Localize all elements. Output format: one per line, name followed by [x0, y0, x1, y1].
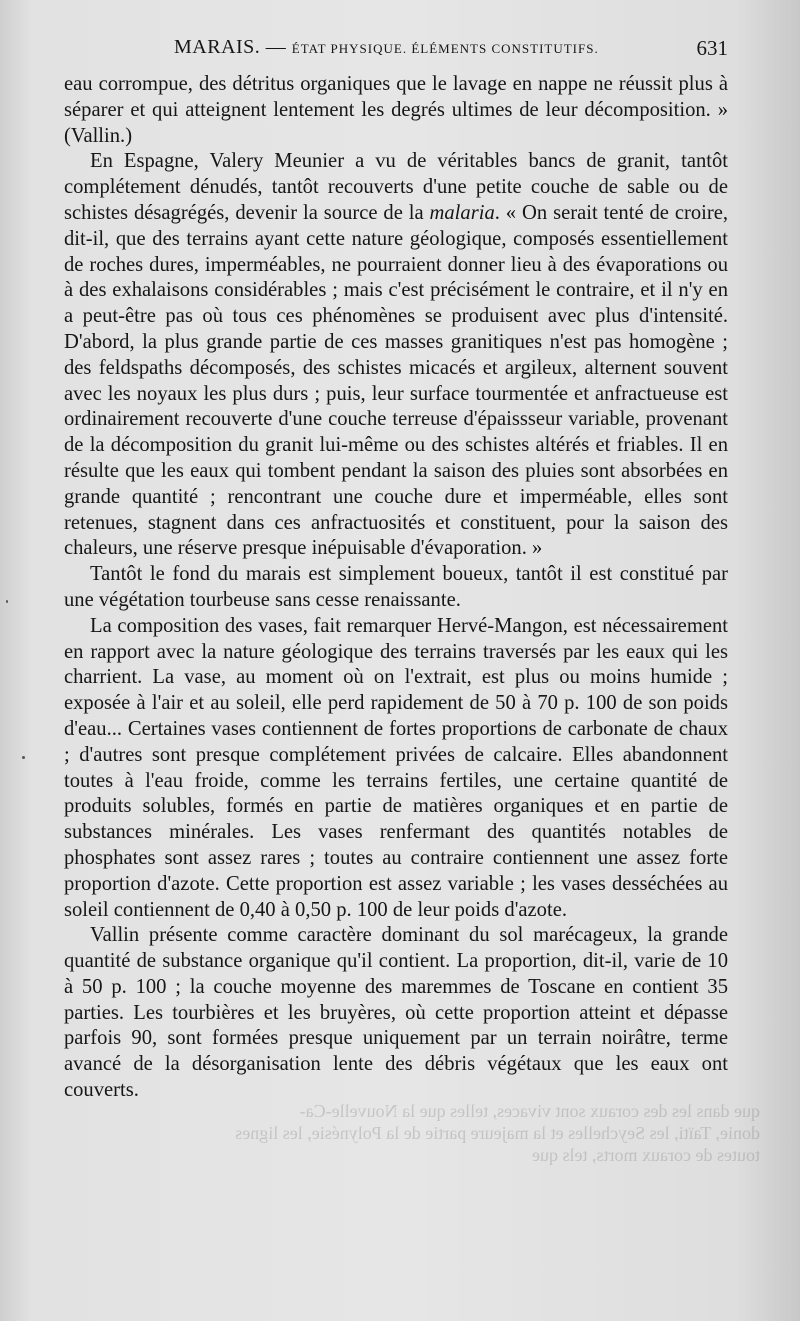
paragraph-2-rest: . « On serait tenté de croire, dit-il, que des terrains ayant cette nature géologique, composés essentiellement de roches dures, imperméables, ne pourraient donner lieu à des évaporations ou à des exhalaisons considérables ; mais c'est précisément le contraire, et il n'y en a peut-être pas où tous ces phénomènes se produisent avec plus d'intensité. D'abord, la plus grande partie de ces masses granitiques n'est pas homogène ; des feldspaths décomposés, des schistes micacés et argileux, alternent souvent avec les noyaux les plus durs ; puis, leur surface tourmentée et anfractueuse est ordinairement recouverte d'une couche terreuse d'épaissseur variable, provenant de la décomposition du granit lui-même ou des schistes altérés et friables. Il en résulte que les eaux qui tombent pendant la saison des pluies sont absorbées en grande quantité ; rencontrant une couche dure et imperméable, elles sont retenues, stagnent dans ces anfractuosités et constituent, pour la saison des chaleurs, une réserve presque inépuisable d'évaporation. »	[64, 201, 728, 560]
header-subtitle: ÉTAT PHYSIQUE. ÉLÉMENTS CONSTITUTIFS.	[291, 41, 599, 56]
show-through-text	[40, 1100, 760, 1220]
show-through-line-3: toutes de coraux morts, tels que	[532, 1145, 760, 1165]
running-head	[64, 36, 728, 64]
paragraph-2	[64, 149, 728, 562]
paragraph-5: Vallin présente comme caractère dominant du sol marécageux, la grande quantité de substance organique qu'il contient. La proportion, dit-il, varie de 10 à 50 p. 100 ; la couche moyenne des maremmes de Toscane en contient 35 parties. Les tourbières et les bruyères, où cette proportion atteint et dépasse parfois 90, sont formées presque uniquement par un terrain noirâtre, terme avancé de la désorganisation lente des débris végétaux que les eaux ont couverts.	[64, 924, 728, 1102]
header-title	[174, 36, 599, 59]
margin-speck	[6, 600, 8, 603]
show-through-line-1: que dans les des coraux sont vivaces, telles que la Nouvelle-Ca-	[299, 1101, 760, 1121]
paragraph-4: La composition des vases, fait remarquer Hervé-Mangon, est nécessairement en rapport avec la nature géologique des terrains traversés par les eaux qui les charrient. La vase, au moment où on l'extrait, est plus ou moins humide ; exposée à l'air et au soleil, elle perd rapidement de 50 à 70 p. 100 de son poids d'eau... Certaines vases contiennent de fortes proportions de carbonate de chaux ; d'autres sont presque complétement privées de calcaire. Elles abandonnent toutes à l'eau froide, comme les terrains fertiles, une certaine quantité de produits solubles, formés en partie de matières organiques et en partie de substances minérales. Les vases renfermant des quantités notables de phosphates sont assez rares ; toutes au contraire contiennent une assez forte proportion d'azote. Cette proportion est assez variable ; les vases desséchées au soleil contiennent de 0,40 à 0,50 p. 100 de leur poids d'azote.	[64, 614, 728, 921]
header-section: MARAIS.	[174, 36, 261, 58]
body-text	[64, 72, 728, 1104]
italic-term-malaria: malaria	[429, 201, 495, 224]
paragraph-3: Tantôt le fond du marais est simplement boueux, tantôt il est constitué par une végétation tourbeuse sans cesse renaissante.	[64, 563, 728, 611]
paragraph-2-start: En Espagne, Valery Meunier a vu de véritables bancs de granit, tantôt complétement dénudés, tantôt recouverts d'une petite couche de sable ou de schistes désagrégés, devenir la source de la	[64, 150, 728, 224]
header-dash: —	[265, 36, 287, 58]
show-through-line-2: donie, Taïti, les Seychelles et la majeure partie de la Polynésie, les lignes	[235, 1123, 760, 1143]
paragraph-1: eau corrompue, des détritus organiques que le lavage en nappe ne réussit plus à séparer et qui atteignent lentement les degrés ultimes de leur décomposition. » (Vallin.)	[64, 73, 728, 147]
page-number: 631	[696, 36, 728, 60]
margin-speck	[22, 756, 25, 759]
